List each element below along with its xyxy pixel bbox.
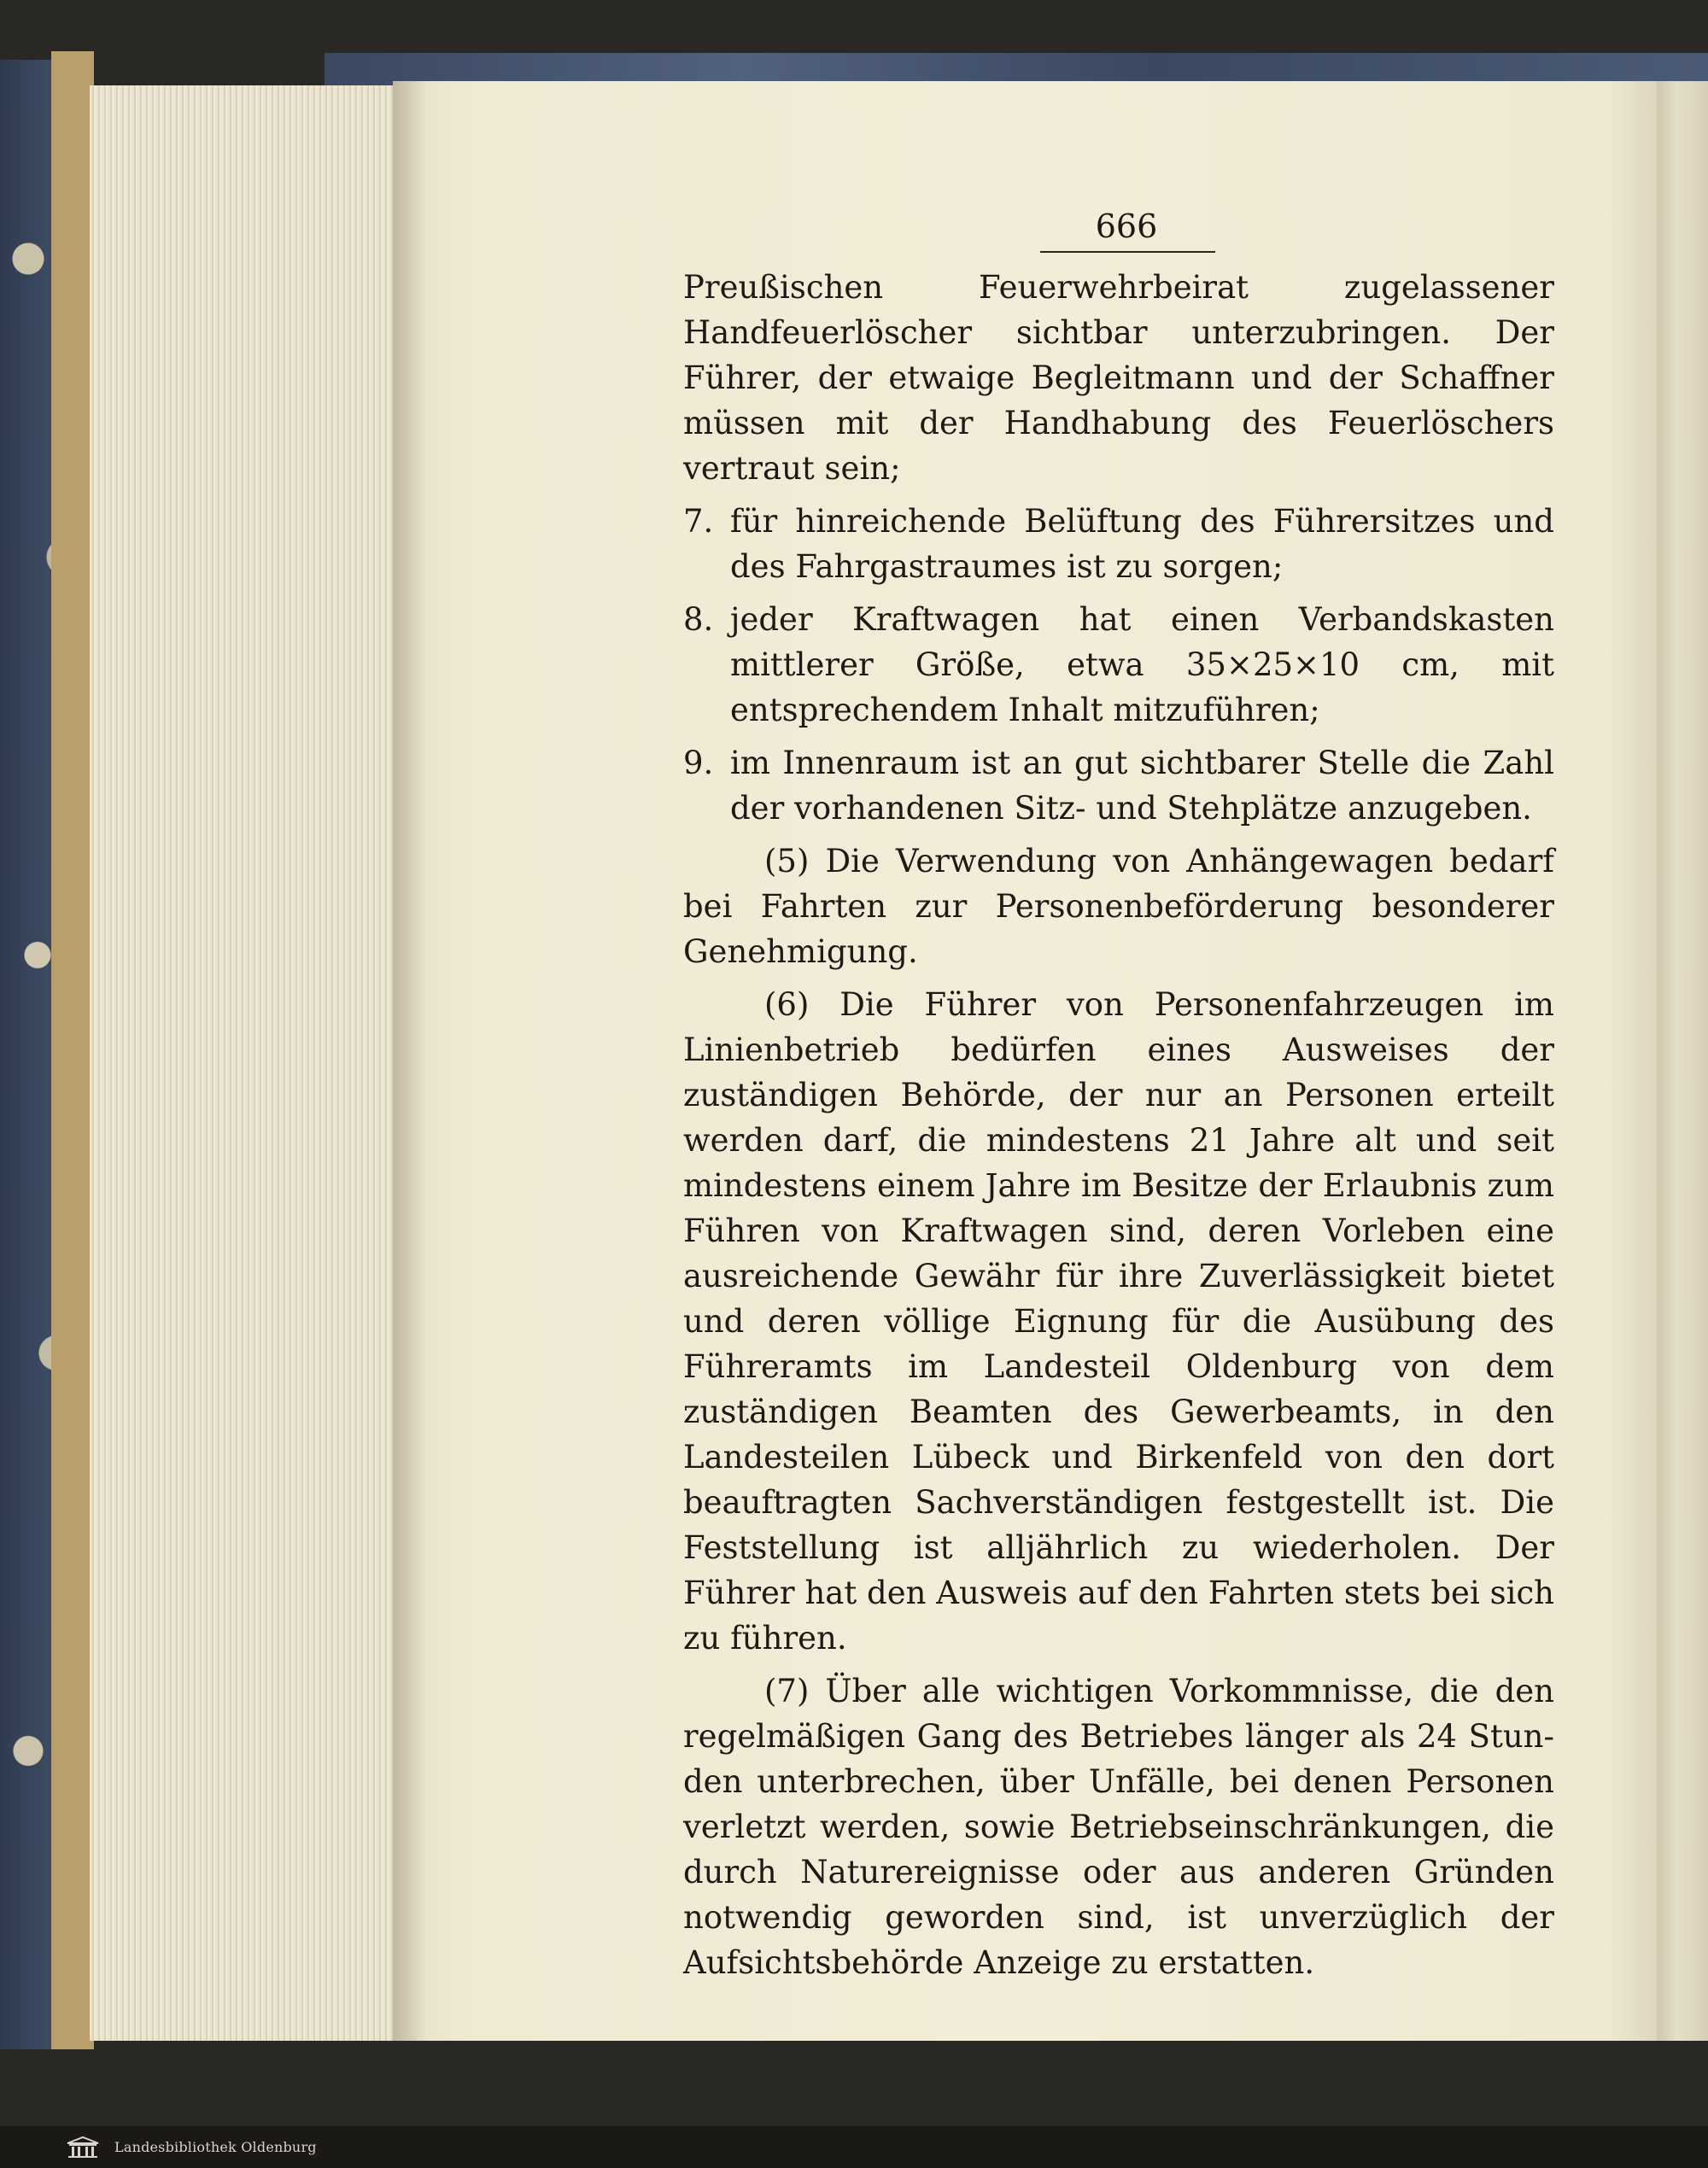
viewer-footer	[0, 2126, 1708, 2168]
list-item-number: 7.	[683, 503, 714, 540]
paragraph-7: (7) Über alle wichtigen Vorkommnisse, die den regelmäßigen Gang des Betriebes länger als 24 Stunden unterbrechen, über Unfälle, bei denen Personen verletzt werden, sowie Betriebseinschränkungen, die durch Naturereignisse oder aus anderen Gründen notwendig geworden sind, ist unverzüglich der Aufsichtsbehörde Anzeige zu erstatten.	[683, 1673, 1554, 1981]
list-item	[683, 740, 1554, 831]
book-cover-edge	[51, 51, 94, 2049]
list-item-text: im Innenraum ist an gut sichtbarer Stelle die Zahl der vorhandenen Sitz- und Stehplätze anzugeben.	[730, 745, 1554, 827]
page-number-rule	[1040, 251, 1215, 253]
page-stack-edge	[90, 85, 399, 2041]
list-item-text: für hinreichende Belüftung des Führersitzes und des Fahrgastraumes ist zu sorgen;	[730, 503, 1554, 585]
facing-page-edge	[1657, 81, 1708, 2041]
page-number: 666	[1095, 207, 1158, 245]
list-item-text: jeder Kraftwagen hat einen Verbandskasten mittlerer Größe, etwa 35×25×10 cm, mit entsprechendem Inhalt mitzuführen;	[730, 601, 1554, 728]
paragraph-6: (6) Die Führer von Personenfahrzeugen im Linienbetrieb bedürfen eines Ausweises der zuständigen Behörde, der nur an Personen erteilt werden darf, die mindestens 21 Jahre alt und seit mindestens einem Jahre im Besitze der Erlaubnis zum Führen von Kraftwagen sind, deren Vorleben eine ausreichende Gewähr für ihre Zuverlässigkeit bietet und deren völlige Eignung für die Ausübung des Führeramts im Landesteil Oldenburg von dem zuständigen Beamten des Gewerbeamts, in den Landesteilen Lübeck und Birkenfeld von den dort beauftragten Sachverständigen festgestellt ist. Die Feststellung ist alljährlich zu wiederholen. Der Führer hat den Ausweis auf den Fahrten stets bei sich zu führen.	[683, 986, 1554, 1657]
list-item-number: 8.	[683, 601, 714, 638]
spine-shadow	[393, 81, 427, 2041]
list-item	[683, 597, 1554, 733]
list-item-number: 9.	[683, 745, 714, 781]
library-building-icon	[65, 2135, 101, 2160]
paragraph-continuation: Preußischen Feuerwehrbeirat zugelassener Handfeuerlöscher sichtbar unterzubringen. Der Führer, der etwaige Begleitmann und der Schaffner müssen mit der Handhabung des Feuerlöschers vertraut sein;	[683, 269, 1554, 487]
page-text	[683, 205, 1554, 1985]
library-name[interactable]: Landesbibliothek Oldenburg	[114, 2139, 317, 2155]
list-item	[683, 499, 1554, 589]
paragraph-5: (5) Die Verwendung von Anhängewagen bedarf bei Fahrten zur Personenbeförderung besonderer Genehmigung.	[683, 843, 1554, 970]
